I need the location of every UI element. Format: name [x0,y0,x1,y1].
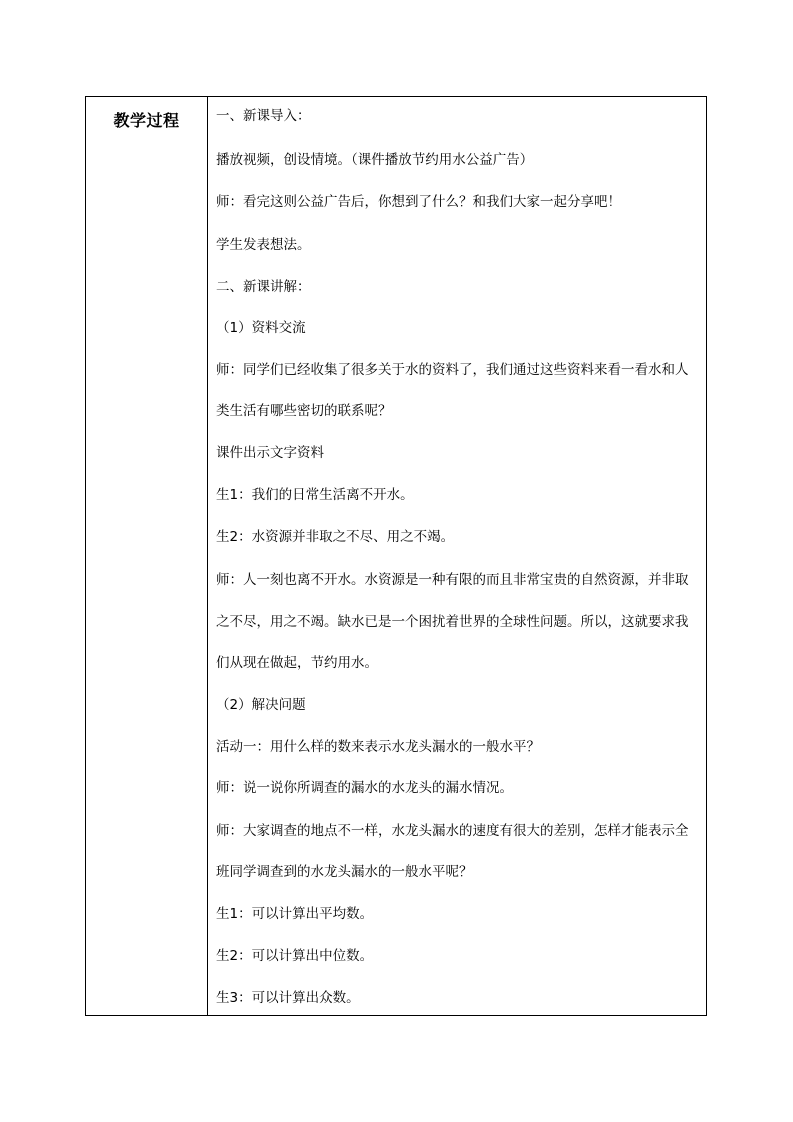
lesson-table [85,96,707,1016]
content-line: 课件出示文字资料 [216,445,324,461]
content-line: 类生活有哪些密切的联系呢？ [216,403,392,419]
content-line: 班同学调查到的水龙头漏水的一般水平呢？ [216,864,473,880]
content-line: 师：说一说你所调查的漏水的水龙头的漏水情况。 [216,780,513,796]
section-label: 教学过程 [113,111,180,130]
content-line: 二、新课讲解： [216,279,311,295]
content-line: 生2：水资源并非取之不尽、用之不竭。 [216,529,455,545]
label-cell [86,97,208,1015]
content-line: 之不尽，用之不竭。缺水已是一个困扰着世界的全球性问题。所以，这就要求我 [216,614,689,630]
content-line: 师：看完这则公益广告后，你想到了什么？和我们大家一起分享吧！ [216,194,621,210]
content-line: （2）解决问题 [216,697,306,713]
content-line: 生1：我们的日常生活离不开水。 [216,487,414,503]
content-line: 学生发表想法。 [216,237,311,253]
content-line: 播放视频，创设情境。（课件播放节约用水公益广告） [216,152,534,168]
content-line: 生1：可以计算出平均数。 [216,906,374,922]
content-line: 们从现在做起，节约用水。 [216,655,378,671]
content-line: 师：大家调查的地点不一样，水龙头漏水的速度有很大的差别，怎样才能表示全 [216,823,689,839]
content-line: 师：同学们已经收集了很多关于水的资料了，我们通过这些资料来看一看水和人 [216,362,689,378]
content-line: 师：人一刻也离不开水。水资源是一种有限的而且非常宝贵的自然资源，并非取 [216,572,689,588]
content-line: （1）资料交流 [216,320,306,336]
content-line: 生3：可以计算出众数。 [216,990,360,1006]
content-line: 一、新课导入： [216,108,311,124]
content-line: 活动一：用什么样的数来表示水龙头漏水的一般水平？ [216,739,540,755]
content-line: 生2：可以计算出中位数。 [216,948,374,964]
content-cell [208,97,706,1015]
